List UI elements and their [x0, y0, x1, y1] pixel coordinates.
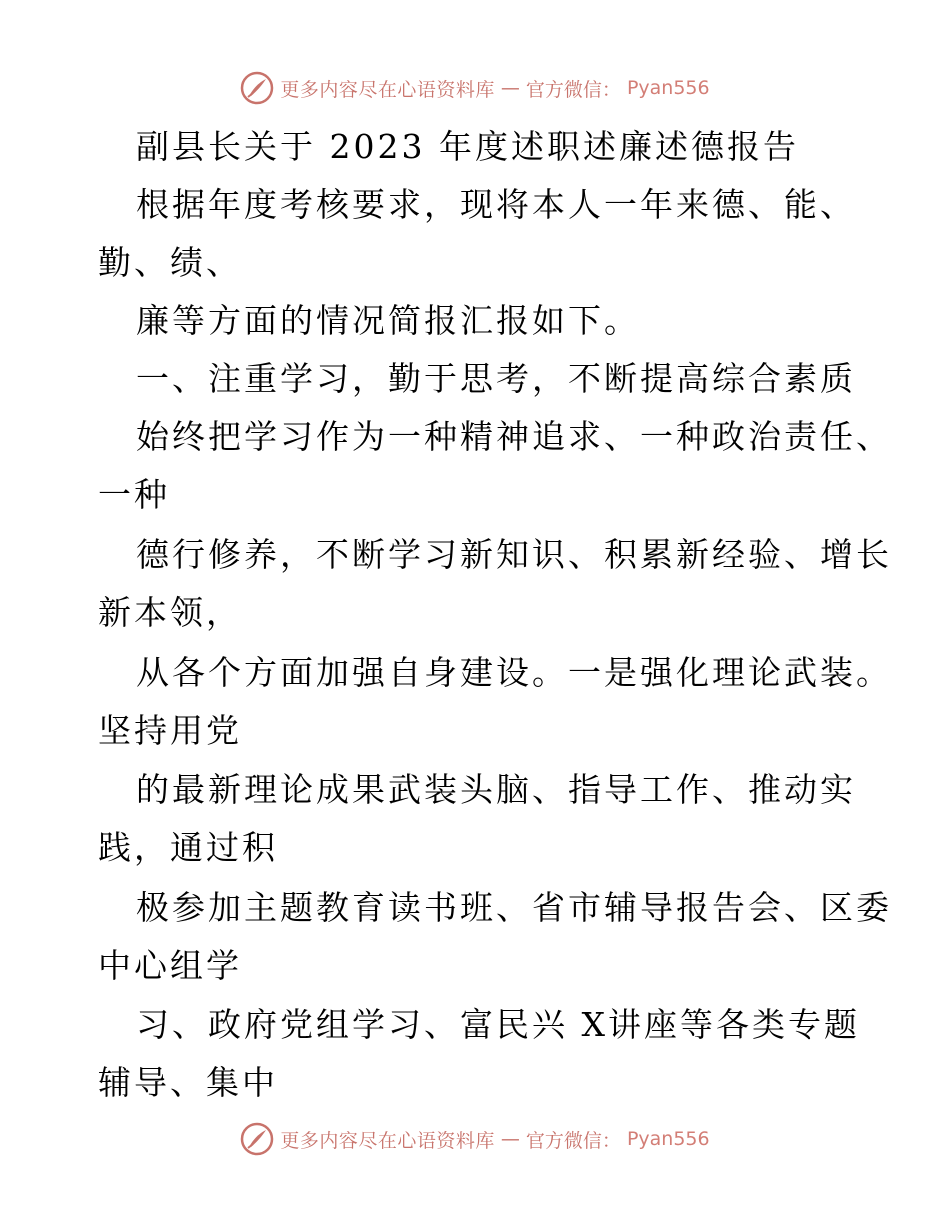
paragraph-line: 根据年度考核要求，现将本人一年来德、能、 [136, 185, 856, 224]
paragraph-line: 从各个方面加强自身建设。一是强化理论武装。 [136, 653, 892, 692]
paragraph-line: 践，通过积 [98, 828, 278, 867]
paragraph-line: 勤、绩、 [98, 243, 242, 282]
paragraph-line: 新本领， [98, 593, 242, 632]
paragraph-line: 辅导、集中 [98, 1063, 278, 1102]
paragraph-line: 德行修养，不断学习新知识、积累新经验、增长 [136, 535, 892, 574]
document-title: 副县长关于 2023 年度述职述廉述德报告 [136, 127, 799, 166]
paragraph-line: 习、政府党组学习、富民兴 X讲座等各类专题 [136, 1005, 860, 1044]
watermark-site-text: 更多内容尽在心语资料库 [280, 1129, 495, 1152]
paragraph-line: 廉等方面的情况简报汇报如下。 [136, 301, 640, 340]
watermark-wechat-id: Pyan556 [626, 77, 710, 99]
watermark-site-text: 更多内容尽在心语资料库 [280, 78, 495, 101]
footer-watermark [0, 1119, 950, 1159]
paragraph-line: 中心组学 [98, 946, 242, 985]
paragraph-line: 一种 [98, 475, 170, 514]
watermark-dash: — [500, 77, 520, 99]
paragraph-line: 坚持用党 [98, 711, 242, 750]
paragraph-line: 极参加主题教育读书班、省市辅导报告会、区委 [136, 888, 892, 927]
quill-seal-icon [240, 1122, 274, 1156]
watermark-wechat-label: 官方微信： [525, 1129, 621, 1152]
watermark-wechat-id: Pyan556 [626, 1128, 710, 1150]
section-heading: 一、注重学习，勤于思考，不断提高综合素质 [136, 359, 856, 398]
watermark-wechat-label: 官方微信： [525, 78, 621, 101]
paragraph-line: 的最新理论成果武装头脑、指导工作、推动实 [136, 770, 856, 809]
watermark-dash: — [500, 1128, 520, 1150]
paragraph-line: 始终把学习作为一种精神追求、一种政治责任、 [136, 417, 892, 456]
